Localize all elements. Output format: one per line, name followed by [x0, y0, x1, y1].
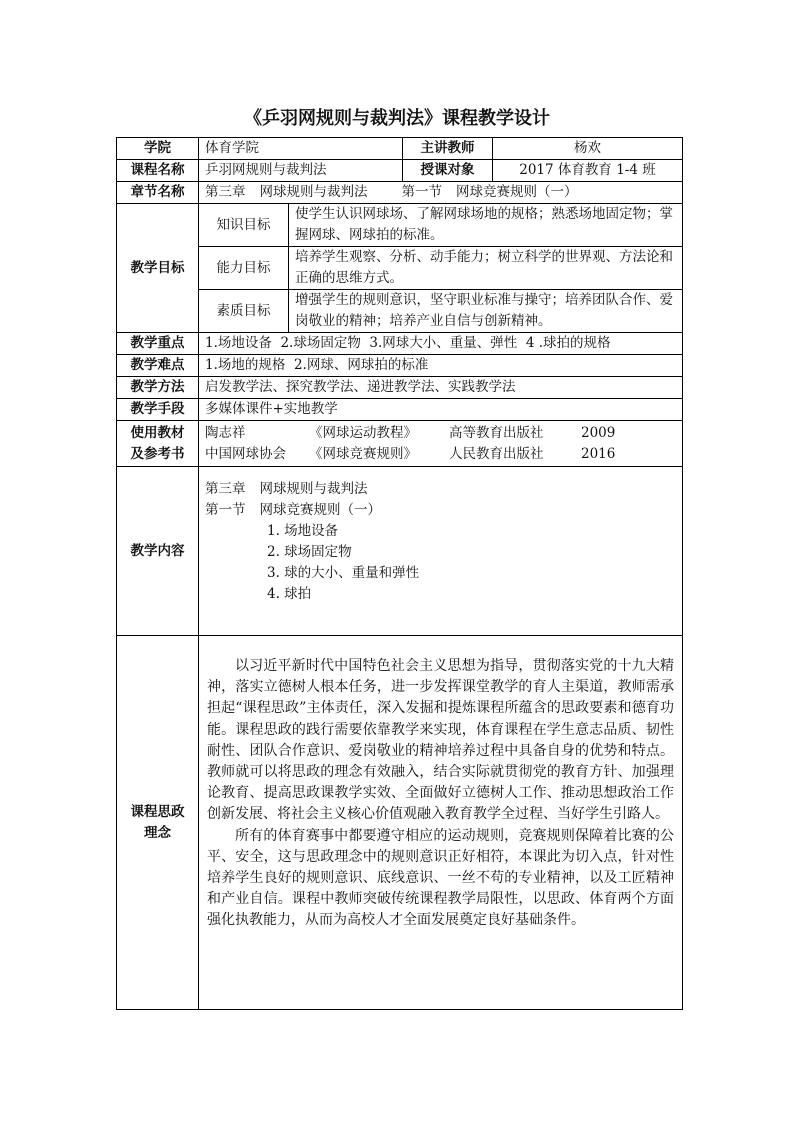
audience-label: 授课对象 [403, 160, 493, 182]
reference-author: 陶志祥 [205, 424, 246, 441]
row-course [117, 160, 683, 182]
chapter-part4: 网球竞赛规则（一） [456, 184, 578, 200]
references-label [117, 421, 199, 467]
reference-book: 《网球竞赛规则》 [309, 445, 417, 462]
chapter-value [199, 182, 683, 204]
reference-book: 《网球运动教程》 [309, 424, 417, 441]
difficulties-label: 教学难点 [117, 355, 199, 377]
content-chapter-title: 网球规则与裁判法 [259, 481, 368, 497]
chapter-part3: 第一节 [401, 184, 442, 200]
means-value: 多媒体课件+实地教学 [199, 399, 683, 421]
reference-year: 2009 [581, 424, 616, 441]
ideology-body [199, 636, 683, 1010]
row-objective-knowledge [117, 204, 683, 247]
row-difficulties [117, 355, 683, 377]
methods-value: 启发教学法、探究教学法、递进教学法、实践教学法 [199, 377, 683, 399]
row-key-points [117, 333, 683, 355]
objective-text: 培养学生观察、分析、动手能力；树立科学的世界观、方法论和正确的思维方式。 [289, 247, 683, 290]
objective-text: 增强学生的规则意识，坚守职业标准与操守；培养团队合作、爱岗敬业的精神；培养产业自信与创新精神。 [289, 290, 683, 333]
course-design-table [116, 137, 683, 1010]
row-ideology [117, 636, 683, 1010]
chapter-part1: 第三章 [205, 184, 246, 200]
content-section [205, 500, 676, 521]
references-list [199, 421, 683, 467]
reference-publisher: 人民教育出版社 [449, 445, 544, 462]
objective-text: 使学生认识网球场、了解网球场地的规格；熟悉场地固定物；掌握网球、网球拍的标准。 [289, 204, 683, 247]
content-body [199, 467, 683, 636]
list-item: 4. 球拍 [267, 586, 312, 602]
reference-author: 中国网球协会 [205, 445, 286, 462]
key-points-value: 1.场地设备 2.球场固定物 3.网球大小、重量、弹性 4 .球拍的规格 [199, 333, 683, 355]
row-content [117, 467, 683, 636]
row-means [117, 399, 683, 421]
content-item-list [205, 521, 676, 605]
course-label: 课程名称 [117, 160, 199, 182]
row-chapter [117, 182, 683, 204]
content-label: 教学内容 [117, 467, 199, 636]
references-label-line1: 使用教材 [130, 424, 185, 441]
content-section-title: 网球竞赛规则（一） [259, 502, 381, 518]
content-chapter [205, 479, 676, 500]
ideology-label-line1: 课程思政 [130, 803, 185, 820]
row-college [117, 138, 683, 160]
chapter-part2: 网球规则与裁判法 [259, 184, 368, 200]
course-value: 乒羽网规则与裁判法 [199, 160, 403, 182]
difficulties-value: 1.场地的规格 2.网球、网球拍的标准 [199, 355, 683, 377]
objectives-label: 教学目标 [117, 204, 199, 333]
list-item: 2. 球场固定物 [267, 544, 352, 560]
audience-value: 2017 体育教育 1-4 班 [493, 160, 683, 182]
document-title: 《乒羽网规则与裁判法》课程教学设计 [244, 108, 550, 129]
references-label-line2: 及参考书 [130, 445, 185, 462]
teacher-value: 杨欢 [493, 138, 683, 160]
objective-name: 知识目标 [199, 204, 289, 247]
list-item: 1. 场地设备 [267, 523, 339, 539]
ideology-paragraph: 所有的体育赛事中都要遵守相应的运动规则，竞赛规则保障着比赛的公平、安全，这与思政理念中的规则意识正好相符，本课此为切入点，针对性培养学生良好的规则意识、底线意识、一丝不苟的专业精神，以及工匠精神和产业自信。课程中教师突破传统课程教学局限性，以思政、体育两个方面强化执教能力，从而为高校人才全面发展奠定良好基础条件。 [207, 827, 674, 929]
ideology-paragraph: 以习近平新时代中国特色社会主义思想为指导，贯彻落实党的十九大精神，落实立德树人根本任务，进一步发挥课堂教学的育人主渠道，教师需承担起“课程思政”主体责任，深入发掘和提炼课程所蕴含的思政要素和德育功能。课程思政的践行需要依靠教学来实现，体育课程在学生意志品质、韧性耐性、团队合作意识、爱岗敬业的精神培养过程中具备自身的优势和特点。教师就可以将思政的理念有效融入，结合实际就贯彻党的教育方针、加强理论教育、提高思政课教学实效、全面做好立德树人工作、推动思想政治工作创新发展、将社会主义核心价值观融入教育教学全过程、当好学生引路人。 [207, 658, 674, 823]
objective-name: 能力目标 [199, 247, 289, 290]
reference-publisher: 高等教育出版社 [449, 424, 544, 441]
row-references [117, 421, 683, 467]
reference-year: 2016 [581, 445, 616, 462]
teacher-label: 主讲教师 [403, 138, 493, 160]
content-chapter-no: 第三章 [205, 481, 246, 497]
key-points-label: 教学重点 [117, 333, 199, 355]
row-objective-ability [117, 247, 683, 290]
means-label: 教学手段 [117, 399, 199, 421]
row-methods [117, 377, 683, 399]
college-value: 体育学院 [199, 138, 403, 160]
reference-item [205, 444, 676, 465]
list-item: 3. 球的大小、重量和弹性 [267, 565, 420, 581]
ideology-label-line2: 理念 [144, 824, 171, 841]
reference-item [205, 423, 676, 444]
content-section-no: 第一节 [205, 502, 246, 518]
row-objective-quality [117, 290, 683, 333]
ideology-label [117, 636, 199, 1010]
methods-label: 教学方法 [117, 377, 199, 399]
objective-name: 素质目标 [199, 290, 289, 333]
college-label: 学院 [117, 138, 199, 160]
chapter-label: 章节名称 [117, 182, 199, 204]
